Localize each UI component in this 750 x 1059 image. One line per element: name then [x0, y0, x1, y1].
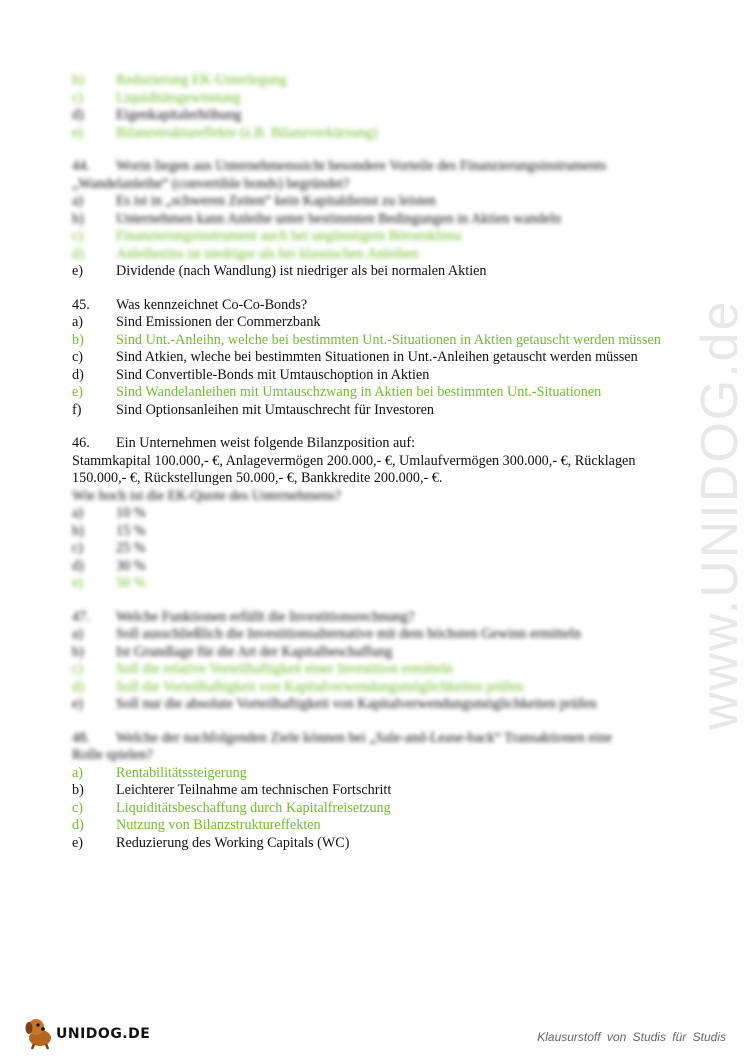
option-row: c) Sind Atkien, wleche bei bestimmten Situationen in Unt.-Anleihen getauscht werden müssen: [72, 349, 638, 365]
option-row: a) Soll ausschließlich die Investitionsalternative mit dem höchsten Gewinn ermitteln: [72, 626, 581, 642]
option-row: e) Reduzierung des Working Capitals (WC): [72, 834, 350, 851]
option-row: c) Liquiditätsbeschaffung durch Kapitalfreisetzung: [72, 799, 391, 816]
option-row: b) Sind Unt.-Anleihn, welche bei bestimmten Unt.-Situationen in Aktien getauscht werden müssen: [72, 331, 661, 348]
option-row: d) Sind Convertible-Bonds mit Umtauschoption in Aktien: [72, 366, 430, 383]
unidog-logo: [22, 1014, 162, 1050]
option-row: a) Sind Emissionen der Commerzbank: [72, 314, 321, 330]
option-row: a) 10 %: [72, 505, 146, 521]
option-row: d) Soll die Vorteilhaftigkeit von Kapitalverwendungsmöglichkeiten prüfen: [72, 678, 524, 695]
option-row: a) Es ist in „schweren Zeiten“ kein Kapitaldienst zu leisten: [72, 193, 436, 209]
option-row: f) Sind Optionsanleihen mit Umtauschrecht für Investoren: [72, 401, 434, 418]
option-row: b) Ist Grundlage für die Art der Kapitalbeschaffung: [72, 643, 393, 660]
option-row: e) 50 %: [72, 575, 146, 591]
question-text: 47. Welche Funktionen erfüllt die Investitionsrechnung?: [72, 608, 415, 625]
question-48: [72, 730, 682, 853]
question-list: [72, 72, 682, 868]
question-44: [72, 158, 682, 281]
option-row: a) Rentabilitätssteigerung: [72, 764, 247, 781]
option-row: b) Unternehmen kann Anleihe unter bestimmten Bedingungen in Aktien wandeln: [72, 210, 562, 227]
question-45: [72, 297, 682, 420]
question-47: [72, 609, 682, 714]
option-row: b) 15 %: [72, 522, 146, 539]
option-row: d) Nutzung von Bilanzstruktureffekten: [72, 817, 321, 833]
question-text-cont: Rolle spielen?: [72, 747, 153, 763]
question-body: Stammkapital 100.000,- €, Anlagevermögen 200.000,- €, Umlaufvermögen 300.000,- €, Rücklagen 150.000,- €, Rückstellungen 50.000,- €, Bankkredite 200.000,- €.: [72, 452, 636, 486]
option-row: b) Leichterer Teilnahme am technischen Fortschritt: [72, 782, 392, 798]
question-followup: Wie hoch ist die EK-Quote des Unternehmens?: [72, 487, 341, 504]
dog-mascot-icon: [22, 1014, 58, 1050]
question-text-cont: „Wandelanleihe“ (convertible bonds) begründet?: [72, 175, 350, 192]
watermark: www.UNIDOG.de: [691, 299, 749, 730]
option-row: e) Sind Wandelanleihen mit Umtauschzwang in Aktien bei bestimmten Unt.-Situationen: [72, 384, 602, 400]
option-row: c) 25 %: [72, 540, 146, 556]
question-text: 44. Worin liegen aus Unternehmenssicht besondere Vorteile des Finanzierungsinstruments: [72, 158, 607, 174]
option-row: c) Soll die relative Vorteilhaftigkeit einer Investition ermitteln: [72, 661, 453, 677]
question-46: [72, 435, 682, 593]
question-text: 45. Was kennzeichnet Co-Co-Bonds?: [72, 296, 308, 313]
option-row: d) 30 %: [72, 557, 146, 574]
option-row: d) Anleihezins ist niedriger als bei klassischen Anleihen: [72, 245, 419, 262]
option-row: c) Liquiditätsgewinnung: [72, 89, 241, 106]
option-row: e) Soll nur die absolute Vorteilhaftigkeit von Kapitalverwendungsmöglichkeiten prüfen: [72, 696, 597, 712]
option-row: e) Dividende (nach Wandlung) ist niedriger als bei normalen Aktien: [72, 263, 487, 279]
option-row: e) Bilanzstruktureffekte (z.B. Bilanzverkürzung): [72, 124, 378, 141]
question-43-tail: [72, 72, 682, 142]
question-text: 46. Ein Unternehmen weist folgende Bilanzposition auf:: [72, 435, 416, 451]
footer-tagline: Klausurstoff von Studis für Studis: [537, 1030, 726, 1044]
option-row: c) Finanzierungsinstrument auch bei ungünstigem Börsenklima: [72, 228, 462, 244]
logo-text: UNIDOG.DE: [56, 1026, 151, 1042]
option-row: d) Eigenkapitalerhöhung: [72, 107, 242, 123]
option-row: b) Reduzierung EK-Unterlegung: [72, 72, 287, 88]
question-text: 48. Welche der nachfolgenden Ziele können bei „Sale-and-Lease-back“ Transaktionen eine: [72, 729, 612, 746]
